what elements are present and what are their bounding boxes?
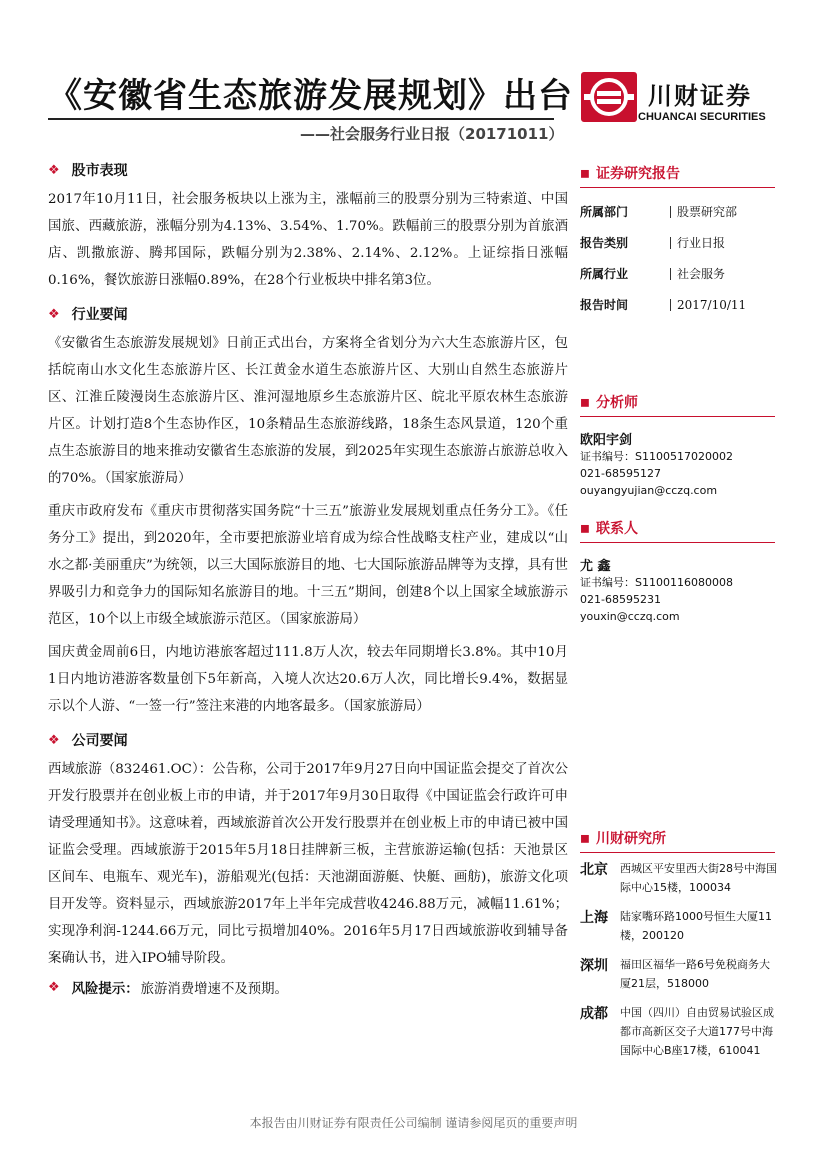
contact-email[interactable]: youxin@cczq.com <box>580 610 680 623</box>
section-market-heading: ❖ 股市表现 <box>48 162 128 179</box>
contact-heading: ◼ 联系人 <box>580 521 638 537</box>
analyst-phone: 021-68595127 <box>580 467 661 480</box>
square-bullet-icon: ◼ <box>580 831 590 845</box>
square-bullet-icon: ◼ <box>580 395 590 409</box>
contact-phone: 021-68595231 <box>580 593 661 606</box>
industry-paragraph-3: 国庆黄金周前6日，内地访港旅客超过111.8万人次，较去年同期增长3.8%。其中10月1日内地访港游客数量创下5年新高，入境人次达20.6万人次，同比增长9.4%，数据显示以个人游、“一签一行”签注来港的内地客最多。（国家旅游局） <box>48 645 568 714</box>
risk-warning <box>48 978 568 997</box>
industry-paragraph-1: 《安徽省生态旅游发展规划》日前正式出台，方案将全省划分为六大生态旅游片区，包括皖南山水文化生态旅游片区、长江黄金水道生态旅游片区、大别山自然生态旅游片区、江淮丘陵漫岗生态旅游片区、淮河湿地原乡生态旅游片区、皖北平原农林生态旅游片区。计划打造8个生态协作区，10条精品生态旅游线路，18条生态风景道，120个重点生态旅游目的地来推动安徽省生态旅游的发展，到2025年实现生态旅游占旅游总收入的70%。（国家旅游局） <box>48 336 568 486</box>
analyst-name: 欧阳宇剑 <box>580 433 633 448</box>
section-company-heading: ❖ 公司要闻 <box>48 732 128 749</box>
analyst-heading: ◼ 分析师 <box>580 395 638 411</box>
meta-row: 所属部门 股票研究部 <box>580 204 738 219</box>
office-shanghai: 上海 陆家嘴环路1000号恒生大厦11楼，200120 <box>580 910 772 942</box>
analyst-panel <box>580 392 780 499</box>
section-industry-heading: ❖ 行业要闻 <box>48 306 128 323</box>
brand-name-en: CHUANCAI SECURITIES <box>638 111 766 123</box>
diamond-bullet-icon: ❖ <box>48 162 60 178</box>
market-paragraph: 2017年10月11日，社会服务板块以上涨为主，涨幅前三的股票分别为三特索道、中国国旅、西藏旅游，涨幅分别为4.13%、3.54%、1.70%。跌幅前三的股票分别为首旅酒店、凯撒旅游、腾邦国际，跌幅分别为2.38%、2.14%、2.12%。上证综指日涨幅0.16%，餐饮旅游日涨幅0.89%，在28个行业板块中排名第3位。 <box>48 192 568 288</box>
contact-cert: 证书编号：S1100116080008 <box>580 576 733 589</box>
square-bullet-icon: ◼ <box>580 166 590 180</box>
meta-row: 报告时间 2017/10/11 <box>580 297 747 312</box>
diamond-bullet-icon: ❖ <box>48 306 60 322</box>
diamond-bullet-icon: ❖ <box>48 980 60 995</box>
analyst-cert: 证书编号：S1100517020002 <box>580 450 733 463</box>
risk-label: 风险提示： <box>71 982 139 997</box>
report-info-heading: ◼ 证券研究报告 <box>580 166 680 182</box>
risk-text: 旅游消费增速不及预期。 <box>140 982 288 997</box>
office-shenzhen: 深圳 福田区福华一路6号免税商务大厦21层，518000 <box>580 958 770 990</box>
main-content <box>48 160 568 997</box>
sidebar-divider <box>580 542 775 543</box>
contact-panel <box>580 518 780 625</box>
diamond-bullet-icon: ❖ <box>48 732 60 748</box>
report-info-panel <box>580 163 780 320</box>
meta-row: 所属行业 社会服务 <box>580 266 726 281</box>
sidebar-divider <box>580 187 775 188</box>
company-paragraph: 西域旅游（832461.OC）：公告称，公司于2017年9月27日向中国证监会提交了首次公开发行股票并在创业板上市的申请，并于2017年9月30日取得《中国证监会行政许可申请受理通知书》。这意味着，西域旅游首次公开发行股票并在创业板上市的申请已被中国证监会受理。西域旅游于2015年5月18日挂牌新三板，主营旅游运输(包括：天池景区区间车、电瓶车、观光车)，游船观光(包括：天池湖面游艇、快艇、画舫)，旅游文化项目开发等。资料显示，西域旅游2017年上半年完成营收4246.88万元，减幅11.61%；实现净利润-1244.66万元，同比亏损增加40%。2016年5月17日西域旅游收到辅导备案确认书，进入IPO辅导阶段。 <box>48 762 568 966</box>
report-title: 《安徽省生态旅游发展规划》出台 <box>48 76 573 116</box>
chuancai-logo-icon <box>581 72 637 122</box>
brand-name-cn: 川财证券 <box>648 82 752 110</box>
sidebar-divider <box>580 852 775 853</box>
institute-heading: ◼ 川财研究所 <box>580 831 666 847</box>
square-bullet-icon: ◼ <box>580 521 590 535</box>
meta-row: 报告类别 行业日报 <box>580 235 726 250</box>
sidebar-divider <box>580 416 775 417</box>
title-divider <box>48 118 554 120</box>
office-chengdu: 成都 中国（四川）自由贸易试验区成都市高新区交子大道177号中海国际中心B座17楼，610041 <box>580 1006 774 1057</box>
page-footer: 本报告由川财证券有限责任公司编制 谨请参阅尾页的重要声明 <box>249 1116 578 1130</box>
institute-panel <box>580 828 780 1060</box>
industry-paragraph-2: 重庆市政府发布《重庆市贯彻落实国务院“十三五”旅游业发展规划重点任务分工》。《任务分工》提出，到2020年，全市要把旅游业培育成为综合性战略支柱产业，建成以“山水之都·美丽重庆”为统领，以三大国际旅游目的地、七大国际旅游品牌等为支撑，具有世界吸引力和竞争力的国际知名旅游目的地。十三五”期间，创建8个以上国家全域旅游示范区，10个以上市级全域旅游示范区。（国家旅游局） <box>48 504 568 627</box>
contact-name: 尤 鑫 <box>580 559 611 574</box>
analyst-email[interactable]: ouyangyujian@cczq.com <box>580 484 718 497</box>
report-subtitle: ——社会服务行业日报（20171011） <box>300 125 564 143</box>
office-beijing: 北京 西城区平安里西大街28号中海国际中心15楼，100034 <box>580 862 777 894</box>
